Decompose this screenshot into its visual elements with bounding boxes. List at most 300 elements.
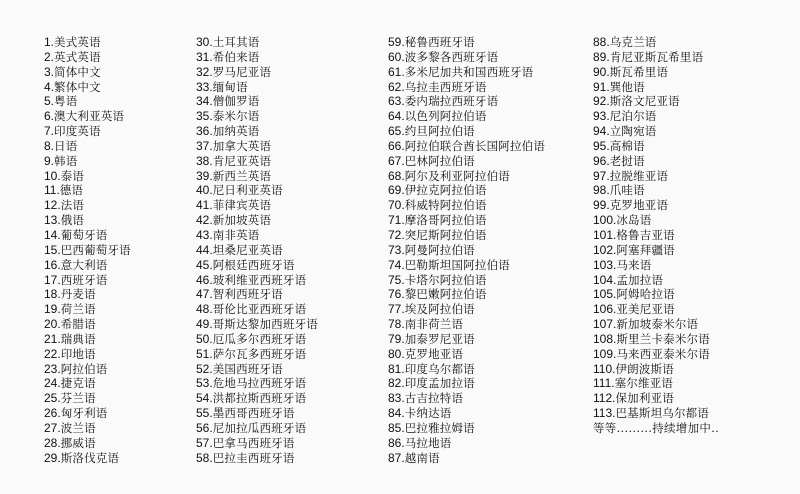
language-name: 巴拉圭西班牙语 <box>212 450 295 465</box>
language-list-item <box>44 421 131 436</box>
language-list-item <box>196 154 318 169</box>
language-list-item <box>196 406 318 421</box>
language-list-item <box>593 94 719 109</box>
language-name: 巴拉雅拉姆语 <box>404 420 475 435</box>
language-list-item <box>196 332 318 347</box>
item-number: 48. <box>196 302 213 317</box>
language-name: 粤语 <box>54 94 78 109</box>
language-list-item <box>593 332 719 347</box>
item-number: 55. <box>196 406 213 421</box>
language-list-item <box>388 80 545 95</box>
language-list-item <box>388 258 545 273</box>
language-list-item <box>593 213 719 228</box>
language-list-item <box>196 258 318 273</box>
language-list-item <box>44 332 131 347</box>
language-name: 印度孟加拉语 <box>404 376 475 391</box>
language-name: 僧伽罗语 <box>212 94 260 109</box>
language-name: 立陶宛语 <box>609 124 657 139</box>
item-number: 96. <box>593 153 610 168</box>
language-list-item <box>593 35 719 50</box>
language-name: 格鲁吉亚语 <box>616 227 675 242</box>
language-list-item <box>593 154 719 169</box>
language-name: 泰米尔语 <box>212 109 260 124</box>
item-number: 62. <box>388 79 405 94</box>
item-number: 87. <box>388 450 405 465</box>
language-list-item <box>44 317 131 332</box>
item-number: 35. <box>196 109 213 124</box>
language-name: 智利西班牙语 <box>212 287 283 302</box>
item-number: 7. <box>44 124 55 139</box>
language-list-item <box>388 436 545 451</box>
language-name: 丹麦语 <box>60 287 96 302</box>
item-number: 102. <box>593 242 617 257</box>
item-number: 99. <box>593 198 610 213</box>
language-list-item <box>196 421 318 436</box>
language-list-item <box>388 139 545 154</box>
item-number: 31. <box>196 49 213 64</box>
item-number: 105. <box>593 287 617 302</box>
item-number: 70. <box>388 198 405 213</box>
language-list-item <box>196 273 318 288</box>
language-name: 意大利语 <box>60 257 108 272</box>
language-list-item <box>593 273 719 288</box>
language-name: 古吉拉特语 <box>404 391 464 406</box>
item-number: 15. <box>44 242 61 257</box>
language-list-item <box>196 35 318 50</box>
language-name: 新加坡泰米尔语 <box>616 317 699 332</box>
language-list-item <box>388 406 545 421</box>
item-number: 57. <box>196 435 213 450</box>
item-number: 50. <box>196 331 213 346</box>
language-name: 印度乌尔都语 <box>404 361 475 376</box>
language-name: 马拉地语 <box>404 435 452 450</box>
item-number: 97. <box>593 168 610 183</box>
language-name: 摩洛哥阿拉伯语 <box>404 213 487 228</box>
item-number: 77. <box>388 302 405 317</box>
language-name: 斯里兰卡泰米尔语 <box>616 331 710 346</box>
language-list-item <box>388 94 545 109</box>
language-list-item <box>388 317 545 332</box>
language-name: 印度英语 <box>54 124 101 139</box>
language-name: 黎巴嫩阿拉伯语 <box>404 287 487 302</box>
more-coming-note: 等等.........持续增加中.. <box>593 420 720 435</box>
language-list-item <box>593 391 719 406</box>
language-list-item <box>388 35 545 50</box>
item-number: 95. <box>593 138 610 153</box>
language-list-item <box>196 109 318 124</box>
language-list-item <box>196 391 318 406</box>
language-name: 土耳其语 <box>212 35 260 49</box>
item-number: 17. <box>44 272 61 287</box>
item-number: 74. <box>388 257 405 272</box>
item-number: 60. <box>388 49 405 64</box>
language-name: 瑞典语 <box>60 331 96 346</box>
item-number: 108. <box>593 331 617 346</box>
language-list-item <box>44 287 131 302</box>
language-list-item <box>388 65 545 80</box>
item-number: 92. <box>593 94 610 109</box>
item-number: 38. <box>196 153 213 168</box>
language-name: 保加利亚语 <box>615 391 674 406</box>
language-name: 美国西班牙语 <box>212 361 283 376</box>
item-number: 103. <box>593 257 617 272</box>
item-number: 98. <box>593 183 610 198</box>
language-name: 乌克兰语 <box>609 35 657 49</box>
item-number: 90. <box>593 64 610 79</box>
language-name: 阿姆哈拉语 <box>616 287 675 302</box>
language-name: 墨西哥西班牙语 <box>212 406 295 421</box>
language-list-item <box>196 317 318 332</box>
language-name: 澳大利亚英语 <box>54 109 125 124</box>
item-number: 107. <box>593 317 617 332</box>
language-name: 美式英语 <box>54 35 101 49</box>
language-name: 多米尼加共和国西班牙语 <box>404 64 534 79</box>
item-number: 82. <box>388 376 405 391</box>
language-name: 阿尔及利亚阿拉伯语 <box>404 168 510 183</box>
item-number: 65. <box>388 124 405 139</box>
language-name: 约旦阿拉伯语 <box>404 124 475 139</box>
language-list-item <box>196 228 318 243</box>
language-name: 卡塔尔阿拉伯语 <box>404 272 487 287</box>
language-list-item <box>388 287 545 302</box>
language-name: 英式英语 <box>54 49 101 64</box>
item-number: 64. <box>388 109 405 124</box>
language-list-item <box>388 213 545 228</box>
language-name: 法语 <box>60 198 85 213</box>
language-name: 阿根廷西班牙语 <box>212 257 295 272</box>
language-name: 塞尔维亚语 <box>614 376 674 391</box>
item-number: 8. <box>44 138 55 153</box>
item-number: 106. <box>593 302 617 317</box>
language-list-item <box>388 302 545 317</box>
item-number: 59. <box>388 35 405 49</box>
language-column-2 <box>196 35 318 465</box>
item-number: 73. <box>388 242 405 257</box>
language-list-item <box>196 376 318 391</box>
language-name: 突尼斯阿拉伯语 <box>404 227 487 242</box>
item-number: 40. <box>196 183 213 198</box>
language-name: 克罗地亚语 <box>609 198 669 213</box>
language-column-3 <box>388 35 545 465</box>
item-number: 10. <box>44 168 61 183</box>
language-name: 新西兰英语 <box>212 168 272 183</box>
language-name: 葡萄牙语 <box>60 227 108 242</box>
item-number: 44. <box>196 242 213 257</box>
language-list-item <box>388 243 545 258</box>
item-number: 28. <box>44 435 61 450</box>
item-number: 37. <box>196 138 213 153</box>
language-list-item <box>593 198 719 213</box>
language-list-item <box>44 80 131 95</box>
language-name: 西班牙语 <box>60 272 108 287</box>
item-number: 81. <box>388 361 405 376</box>
language-name: 高棉语 <box>609 138 645 153</box>
language-list-item <box>44 391 131 406</box>
language-list-item <box>44 228 131 243</box>
language-list-item <box>388 169 545 184</box>
item-number: 109. <box>593 346 617 361</box>
item-number: 52. <box>196 361 213 376</box>
language-name: 阿拉伯联合酋长国阿拉伯语 <box>404 138 546 153</box>
language-name: 挪威语 <box>60 435 96 450</box>
item-number: 2. <box>44 49 55 64</box>
language-list-item <box>196 436 318 451</box>
item-number: 89. <box>593 49 610 64</box>
language-list-item <box>593 347 719 362</box>
language-name: 德语 <box>59 183 84 198</box>
item-number: 61. <box>388 64 405 79</box>
item-number: 104. <box>593 272 617 287</box>
language-list-item <box>196 243 318 258</box>
language-name: 斯洛伐克语 <box>60 450 120 465</box>
language-list-item <box>388 362 545 377</box>
language-list-item <box>44 406 131 421</box>
language-name: 孟加拉语 <box>616 272 664 287</box>
item-number: 88. <box>593 35 610 49</box>
item-number: 33. <box>196 79 213 94</box>
item-number: 63. <box>388 94 405 109</box>
item-number: 54. <box>196 391 213 406</box>
language-list-item <box>593 376 719 391</box>
item-number: 11. <box>44 183 60 198</box>
language-name: 马来西亚泰米尔语 <box>616 346 710 361</box>
item-number: 75. <box>388 272 405 287</box>
language-list-item <box>388 451 545 466</box>
language-name: 加泰罗尼亚语 <box>404 331 475 346</box>
language-list-item <box>196 124 318 139</box>
language-list-item <box>196 213 318 228</box>
language-name: 罗马尼亚语 <box>212 64 272 79</box>
item-number: 94. <box>593 124 610 139</box>
item-number: 16. <box>44 257 61 272</box>
item-number: 18. <box>44 287 61 302</box>
language-name: 日语 <box>54 138 78 153</box>
language-name: 阿塞拜疆语 <box>616 242 675 257</box>
language-list-item <box>196 80 318 95</box>
item-number: 69. <box>388 183 405 198</box>
language-list-item <box>593 317 719 332</box>
language-name: 玻利维亚西班牙语 <box>212 272 307 287</box>
language-name: 伊朗波斯语 <box>615 361 674 376</box>
language-list-item <box>44 154 131 169</box>
item-number: 5. <box>44 94 55 109</box>
item-number: 110. <box>593 361 616 376</box>
item-number: 22. <box>44 346 61 361</box>
language-name: 芬兰语 <box>60 391 96 406</box>
language-list-item <box>44 109 131 124</box>
language-list-item <box>388 391 545 406</box>
language-name: 巴勒斯坦国阿拉伯语 <box>404 257 510 272</box>
language-list-item <box>593 50 719 65</box>
language-name: 埃及阿拉伯语 <box>404 302 475 317</box>
item-number: 76. <box>388 287 405 302</box>
language-list-item <box>44 451 131 466</box>
item-number: 1. <box>44 35 55 49</box>
item-number: 93. <box>593 109 610 124</box>
language-name: 哥伦比亚西班牙语 <box>212 302 307 317</box>
language-name: 科威特阿拉伯语 <box>404 198 487 213</box>
item-number: 36. <box>196 124 213 139</box>
language-list-item <box>593 124 719 139</box>
language-list-item <box>196 347 318 362</box>
language-list-item <box>44 35 131 50</box>
language-name: 老挝语 <box>609 153 645 168</box>
language-list-item <box>44 124 131 139</box>
item-number: 78. <box>388 317 405 332</box>
item-number: 30. <box>196 35 213 49</box>
item-number: 100. <box>593 213 617 228</box>
language-name: 巴拿马西班牙语 <box>212 435 295 450</box>
language-name: 巴基斯坦乌尔都语 <box>615 406 710 421</box>
language-name: 新加坡英语 <box>212 213 272 228</box>
item-number: 45. <box>196 257 213 272</box>
language-name: 肯尼亚英语 <box>212 153 272 168</box>
item-number: 112. <box>593 391 616 406</box>
item-number: 79. <box>388 331 405 346</box>
language-list-item <box>593 139 719 154</box>
language-list-item <box>44 362 131 377</box>
item-number: 46. <box>196 272 213 287</box>
language-name: 尼日利亚英语 <box>212 183 283 198</box>
language-name: 冰岛语 <box>616 213 652 228</box>
language-name: 缅甸语 <box>212 79 248 94</box>
language-name: 卡纳达语 <box>404 406 452 421</box>
item-number: 20. <box>44 317 61 332</box>
language-name: 巴西葡萄牙语 <box>60 242 131 257</box>
language-list-item <box>388 273 545 288</box>
item-number: 67. <box>388 153 405 168</box>
language-name: 加纳英语 <box>212 124 260 139</box>
language-list-item <box>44 50 131 65</box>
item-number: 26. <box>44 406 61 421</box>
item-number: 51. <box>196 346 213 361</box>
language-column-1 <box>44 35 131 465</box>
language-name: 南非英语 <box>212 227 260 242</box>
language-list-item <box>44 258 131 273</box>
language-list-item <box>44 273 131 288</box>
language-name: 危地马拉西班牙语 <box>212 376 307 391</box>
item-number: 101. <box>593 227 617 242</box>
language-name: 南非荷兰语 <box>404 317 464 332</box>
language-list-item <box>388 50 545 65</box>
language-list-item <box>593 406 719 421</box>
language-name: 巽他语 <box>609 79 645 94</box>
language-name: 俄语 <box>60 213 85 228</box>
language-list-item <box>44 376 131 391</box>
language-name: 克罗地亚语 <box>404 346 464 361</box>
language-list-item <box>388 228 545 243</box>
language-name: 泰语 <box>60 168 85 183</box>
language-list-item <box>196 198 318 213</box>
language-list-item <box>44 213 131 228</box>
language-name: 爪哇语 <box>609 183 645 198</box>
language-name: 洪都拉斯西班牙语 <box>212 391 307 406</box>
item-number: 19. <box>44 302 61 317</box>
item-number: 72. <box>388 227 405 242</box>
language-list-item <box>44 302 131 317</box>
language-list-item <box>388 198 545 213</box>
item-number: 43. <box>196 227 213 242</box>
language-list-item <box>44 198 131 213</box>
item-number: 84. <box>388 406 405 421</box>
language-name: 斯洛文尼亚语 <box>609 94 680 109</box>
item-number: 80. <box>388 346 405 361</box>
item-number: 34. <box>196 94 213 109</box>
item-number: 21. <box>44 331 61 346</box>
language-name: 萨尔瓦多西班牙语 <box>212 346 307 361</box>
language-list-item <box>44 65 131 80</box>
language-list-item <box>44 436 131 451</box>
language-name: 阿拉伯语 <box>60 361 108 376</box>
language-list-item <box>196 183 318 198</box>
item-number: 111. <box>593 376 615 391</box>
language-list-item <box>593 243 719 258</box>
item-number: 42. <box>196 213 213 228</box>
language-list-item <box>388 376 545 391</box>
language-column-4 <box>593 35 719 436</box>
language-list-item <box>44 347 131 362</box>
item-number: 39. <box>196 168 213 183</box>
language-name: 拉脱维亚语 <box>609 168 669 183</box>
item-number: 91. <box>593 79 610 94</box>
language-name: 繁体中文 <box>54 79 101 94</box>
language-list-item <box>388 154 545 169</box>
item-number: 49. <box>196 317 213 332</box>
language-name: 巴林阿拉伯语 <box>404 153 475 168</box>
item-number: 24. <box>44 376 61 391</box>
language-list-item <box>196 94 318 109</box>
language-list-item <box>196 169 318 184</box>
language-name: 菲律宾英语 <box>212 198 272 213</box>
language-list-item <box>593 169 719 184</box>
language-name: 韩语 <box>54 153 78 168</box>
language-list-item <box>196 65 318 80</box>
language-name: 加拿大英语 <box>212 138 272 153</box>
language-list-item <box>593 80 719 95</box>
language-name: 尼加拉瓜西班牙语 <box>212 420 307 435</box>
item-number: 23. <box>44 361 61 376</box>
language-list-item <box>196 302 318 317</box>
item-number: 86. <box>388 435 405 450</box>
item-number: 27. <box>44 420 61 435</box>
language-list-item <box>388 124 545 139</box>
item-number: 29. <box>44 450 61 465</box>
language-list-item <box>44 94 131 109</box>
language-name: 希腊语 <box>60 317 96 332</box>
item-number: 83. <box>388 391 405 406</box>
language-name: 以色列阿拉伯语 <box>404 109 487 124</box>
footer-holder <box>593 421 719 436</box>
language-name: 秘鲁西班牙语 <box>404 35 475 49</box>
language-list-item <box>44 183 131 198</box>
item-number: 53. <box>196 376 213 391</box>
language-list-item <box>196 362 318 377</box>
item-number: 25. <box>44 391 61 406</box>
language-list-item <box>593 258 719 273</box>
item-number: 6. <box>44 109 55 124</box>
language-name: 肯尼亚斯瓦希里语 <box>609 49 704 64</box>
language-name: 越南语 <box>404 450 440 465</box>
language-list-item <box>593 183 719 198</box>
language-list-item <box>196 139 318 154</box>
language-name: 波兰语 <box>60 420 96 435</box>
language-name: 伊拉克阿拉伯语 <box>404 183 487 198</box>
item-number: 12. <box>44 198 61 213</box>
language-name: 斯瓦希里语 <box>609 64 669 79</box>
item-number: 66. <box>388 138 405 153</box>
item-number: 14. <box>44 227 61 242</box>
language-name: 印地语 <box>60 346 96 361</box>
